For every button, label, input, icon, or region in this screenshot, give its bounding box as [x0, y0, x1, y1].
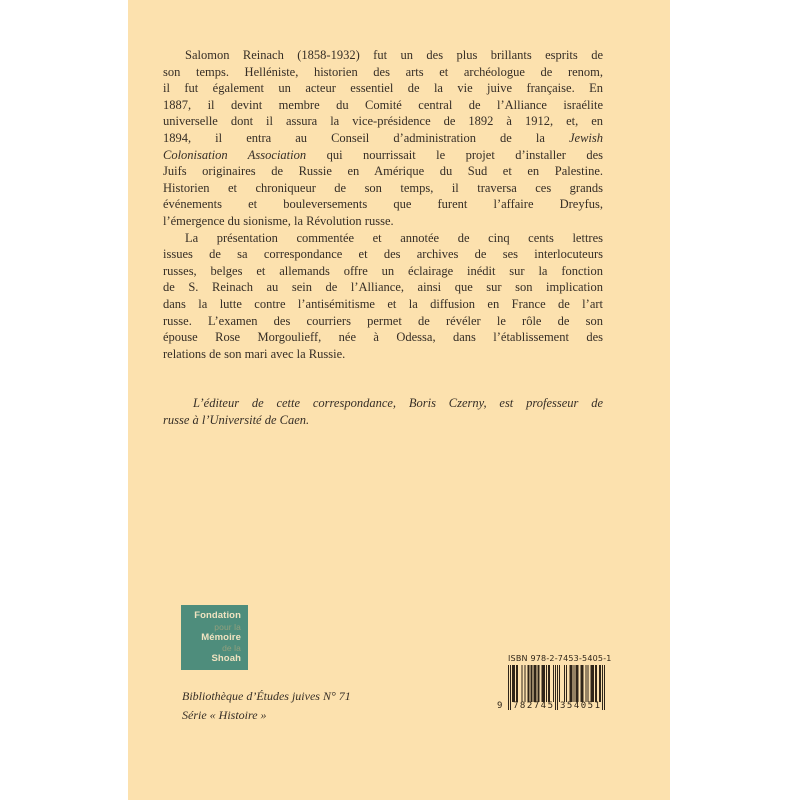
text-line: de S. Reinach au sein de l’Alliance, ainsi que sur son implication: [163, 280, 603, 295]
text-line: universelle dont il assura la vice-présidence de 1892 à 1912, et, en: [163, 114, 603, 129]
ean-right-digits: 354051: [560, 701, 602, 711]
book-back-cover: [128, 0, 670, 800]
text-line: Salomon Reinach (1858-1932) fut un des plus brillants esprits de: [185, 48, 603, 62]
ean-first-digit: 9: [497, 701, 503, 711]
text-line: son temps. Helléniste, historien des arts et archéologue de renom,: [163, 64, 603, 79]
barcode-body: [497, 665, 605, 711]
text-line: événements et bouleversements que furent l’affaire Dreyfus,: [163, 197, 603, 212]
editor-credit: [163, 395, 603, 428]
text-line: l’émergence du sionisme, la Révolution russe.: [163, 213, 394, 228]
text-line: 1894, il entra au Conseil d’administration de la Jewish: [163, 130, 603, 145]
ean-left-digits: 782745: [513, 701, 555, 711]
logo-line: Fondation: [194, 610, 241, 621]
fondation-memoire-shoah-logo: [181, 605, 248, 670]
series-title: Bibliothèque d’Études juives N° 71: [182, 689, 351, 703]
synopsis: [163, 47, 603, 362]
logo-line: de la: [222, 643, 241, 654]
text-line: Colonisation Association qui nourrissait le projet d’installer des: [163, 147, 604, 162]
isbn-barcode-block: [495, 654, 619, 710]
text-line: épouse Rose Morgoulieff, née à Odessa, dans l’établissement des: [163, 330, 603, 345]
text-line: russe. L’examen des courriers permet de révéler le rôle de son: [163, 313, 603, 328]
collection-info: [182, 687, 351, 724]
text-line: L’éditeur de cette correspondance, Boris Czerny, est professeur de: [193, 396, 603, 410]
text-line: issues de sa correspondance et des archives de ses interlocuteurs: [163, 247, 603, 262]
logo-line: pour la: [214, 621, 241, 632]
text-line: Juifs originaires de Russie en Amérique du Sud et en Palestine.: [163, 164, 603, 179]
text-line: relations de son mari avec la Russie.: [163, 346, 346, 361]
logo-line: Mémoire: [201, 631, 241, 643]
synopsis-paragraph-1: [163, 47, 603, 230]
text-line: dans la lutte contre l’antisémitisme et la diffusion en France de l’art: [163, 296, 603, 311]
series-genre: Série « Histoire »: [182, 707, 267, 722]
synopsis-paragraph-2: [163, 230, 603, 363]
text-line: il fut également un acteur essentiel de la vie juive française. En: [163, 81, 603, 96]
isbn-label: ISBN 978-2-7453-5405-1: [508, 654, 612, 663]
text-line: russe à l’Université de Caen.: [163, 412, 310, 427]
text-line: La présentation commentée et annotée de cinq cents lettres: [185, 230, 603, 245]
text-line: Historien et chroniqueur de son temps, il traversa ces grands: [163, 180, 603, 195]
text-line: russes, belges et allemands offre un éclairage inédit sur la fonction: [163, 263, 603, 278]
text-line: 1887, il devint membre du Comité central de l’Alliance israélite: [163, 97, 603, 112]
logo-line: Shoah: [211, 653, 241, 665]
